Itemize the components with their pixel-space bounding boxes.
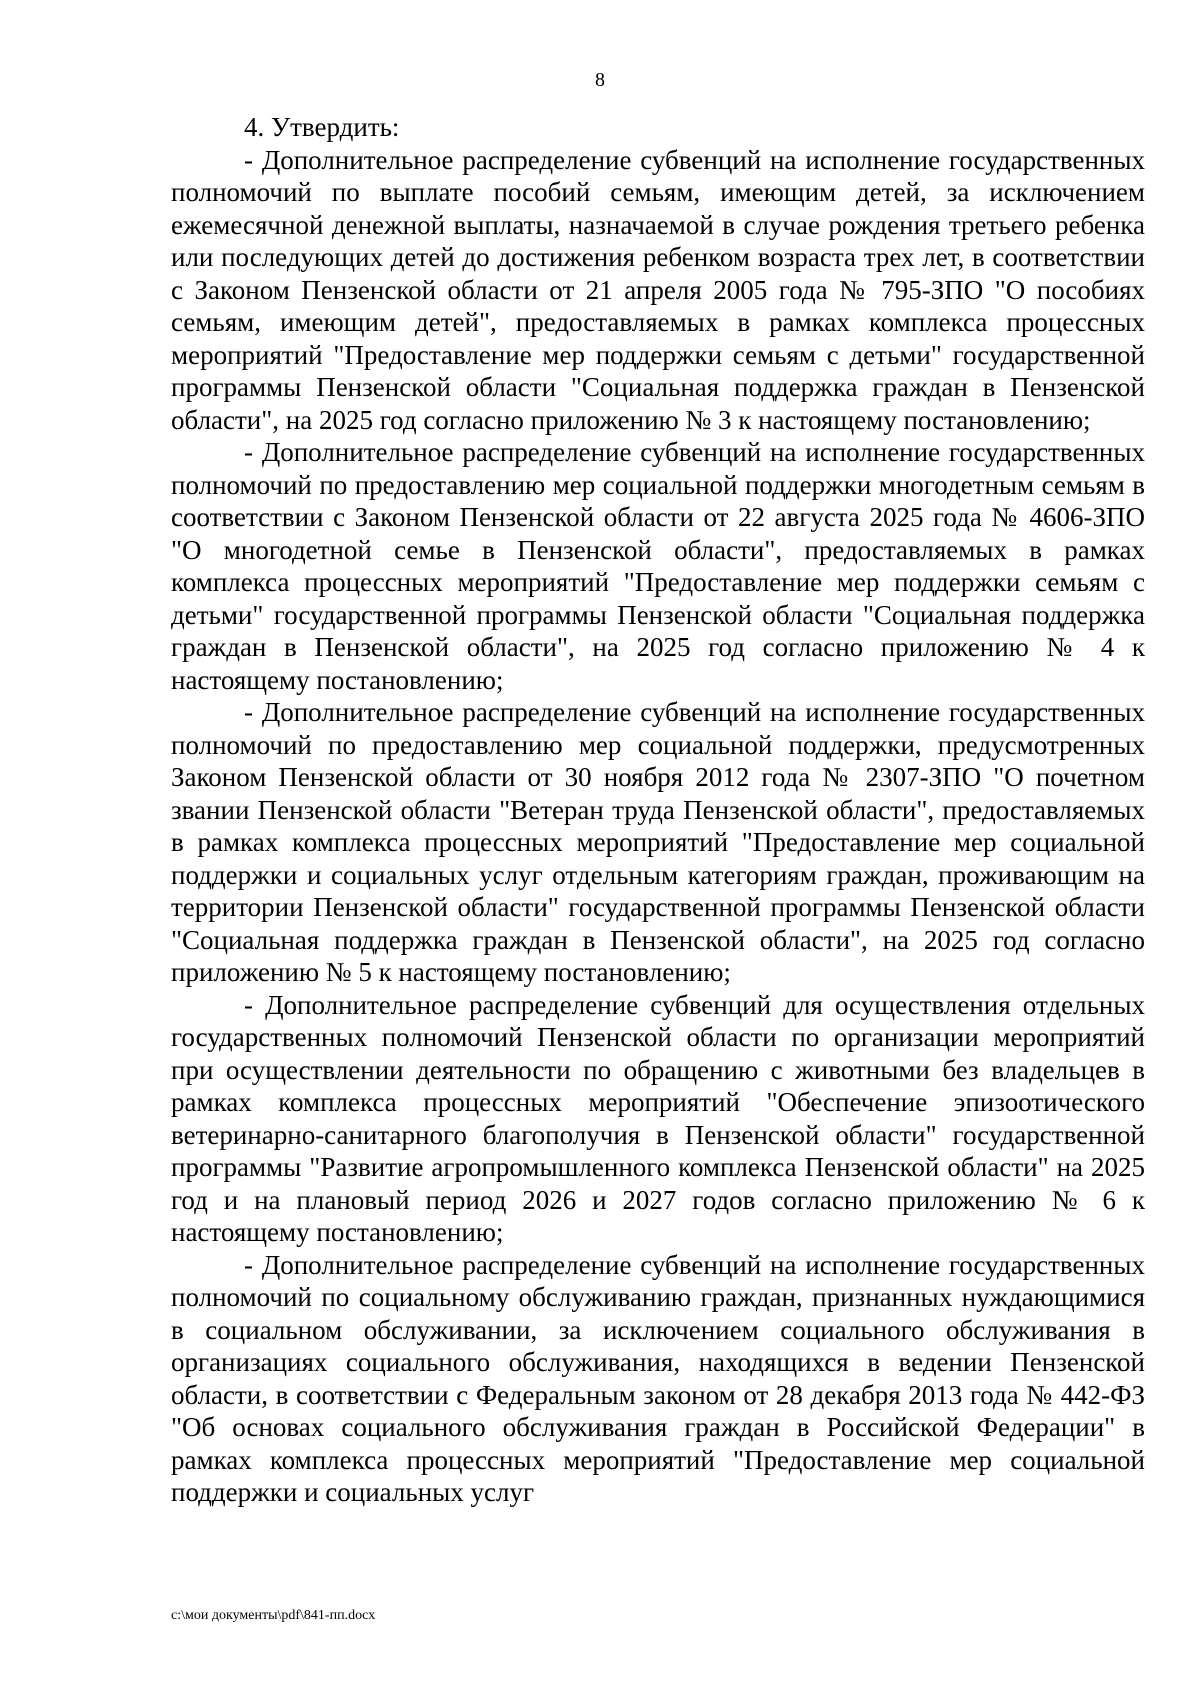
page-number: 8 [595,69,605,91]
footer-file-path: c:\мои документы\pdf\841-пп.docx [171,1608,376,1623]
paragraph: - Дополнительное распределение субвенций на исполнение государственных полномочий по предоставлению мер социальной поддержки многодетным семьям в соответствии с Законом Пензенской области от 22 августа 2025 года № 4606-ЗПО "О многодетной семье в Пензенской области", предоставляемых в рамках комплекса процессных мероприятий "Предоставление мер поддержки семьям с детьми" государственной программы Пензенской области "Социальная поддержка граждан в Пензенской области", на 2025 год согласно приложению № 4 к настоящему постановлению; [171,437,1145,695]
paragraph: - Дополнительное распределение субвенций для осуществления отдельных государственных полномочий Пензенской области по организации мероприятий при осуществлении деятельности по обращению с животными без владельцев в рамках комплекса процессных мероприятий "Обеспечение эпизоотического ветеринарно-санитарного благополучия в Пензенской области" государственной программы "Развитие агропромышленного комплекса Пензенской области" на 2025 год и на плановый период 2026 и 2027 годов согласно приложению № 6 к настоящему постановлению; [171,989,1145,1247]
paragraph-heading: 4. Утвердить: [244,112,400,142]
document-body [171,111,1145,1509]
paragraph: - Дополнительное распределение субвенций на исполнение государственных полномочий по выплате пособий семьям, имеющим детей, за исключением ежемесячной денежной выплаты, назначаемой в случае рождения третьего ребенка или последующих детей до достижения ребенком возраста трех лет, в соответствии с Законом Пензенской области от 21 апреля 2005 года № 795-ЗПО "О пособиях семьям, имеющим детей", предоставляемых в рамках комплекса процессных мероприятий "Предоставление мер поддержки семьям с детьми" государственной программы Пензенской области "Социальная поддержка граждан в Пензенской области", на 2025 год согласно приложению № 3 к настоящему постановлению; [171,144,1145,435]
paragraph: - Дополнительное распределение субвенций на исполнение государственных полномочий по предоставлению мер социальной поддержки, предусмотренных Законом Пензенской области от 30 ноября 2012 года № 2307-ЗПО "О почетном звании Пензенской области "Ветеран труда Пензенской области", предоставляемых в рамках комплекса процессных мероприятий "Предоставление мер социальной поддержки и социальных услуг отдельным категориям граждан, проживающим на территории Пензенской области" государственной программы Пензенской области "Социальная поддержка граждан в Пензенской области", на 2025 год согласно приложению № 5 к настоящему постановлению; [171,697,1145,987]
paragraph: - Дополнительное распределение субвенций на исполнение государственных полномочий по социальному обслуживанию граждан, признанных нуждающимися в социальном обслуживании, за исключением социального обслуживания в организациях социального обслуживания, находящихся в ведении Пензенской области, в соответствии с Федеральным законом от 28 декабря 2013 года № 442-ФЗ "Об основах социального обслуживания граждан в Российской Федерации" в рамках комплекса процессных мероприятий "Предоставление мер социальной поддержки и социальных услуг [171,1249,1145,1507]
